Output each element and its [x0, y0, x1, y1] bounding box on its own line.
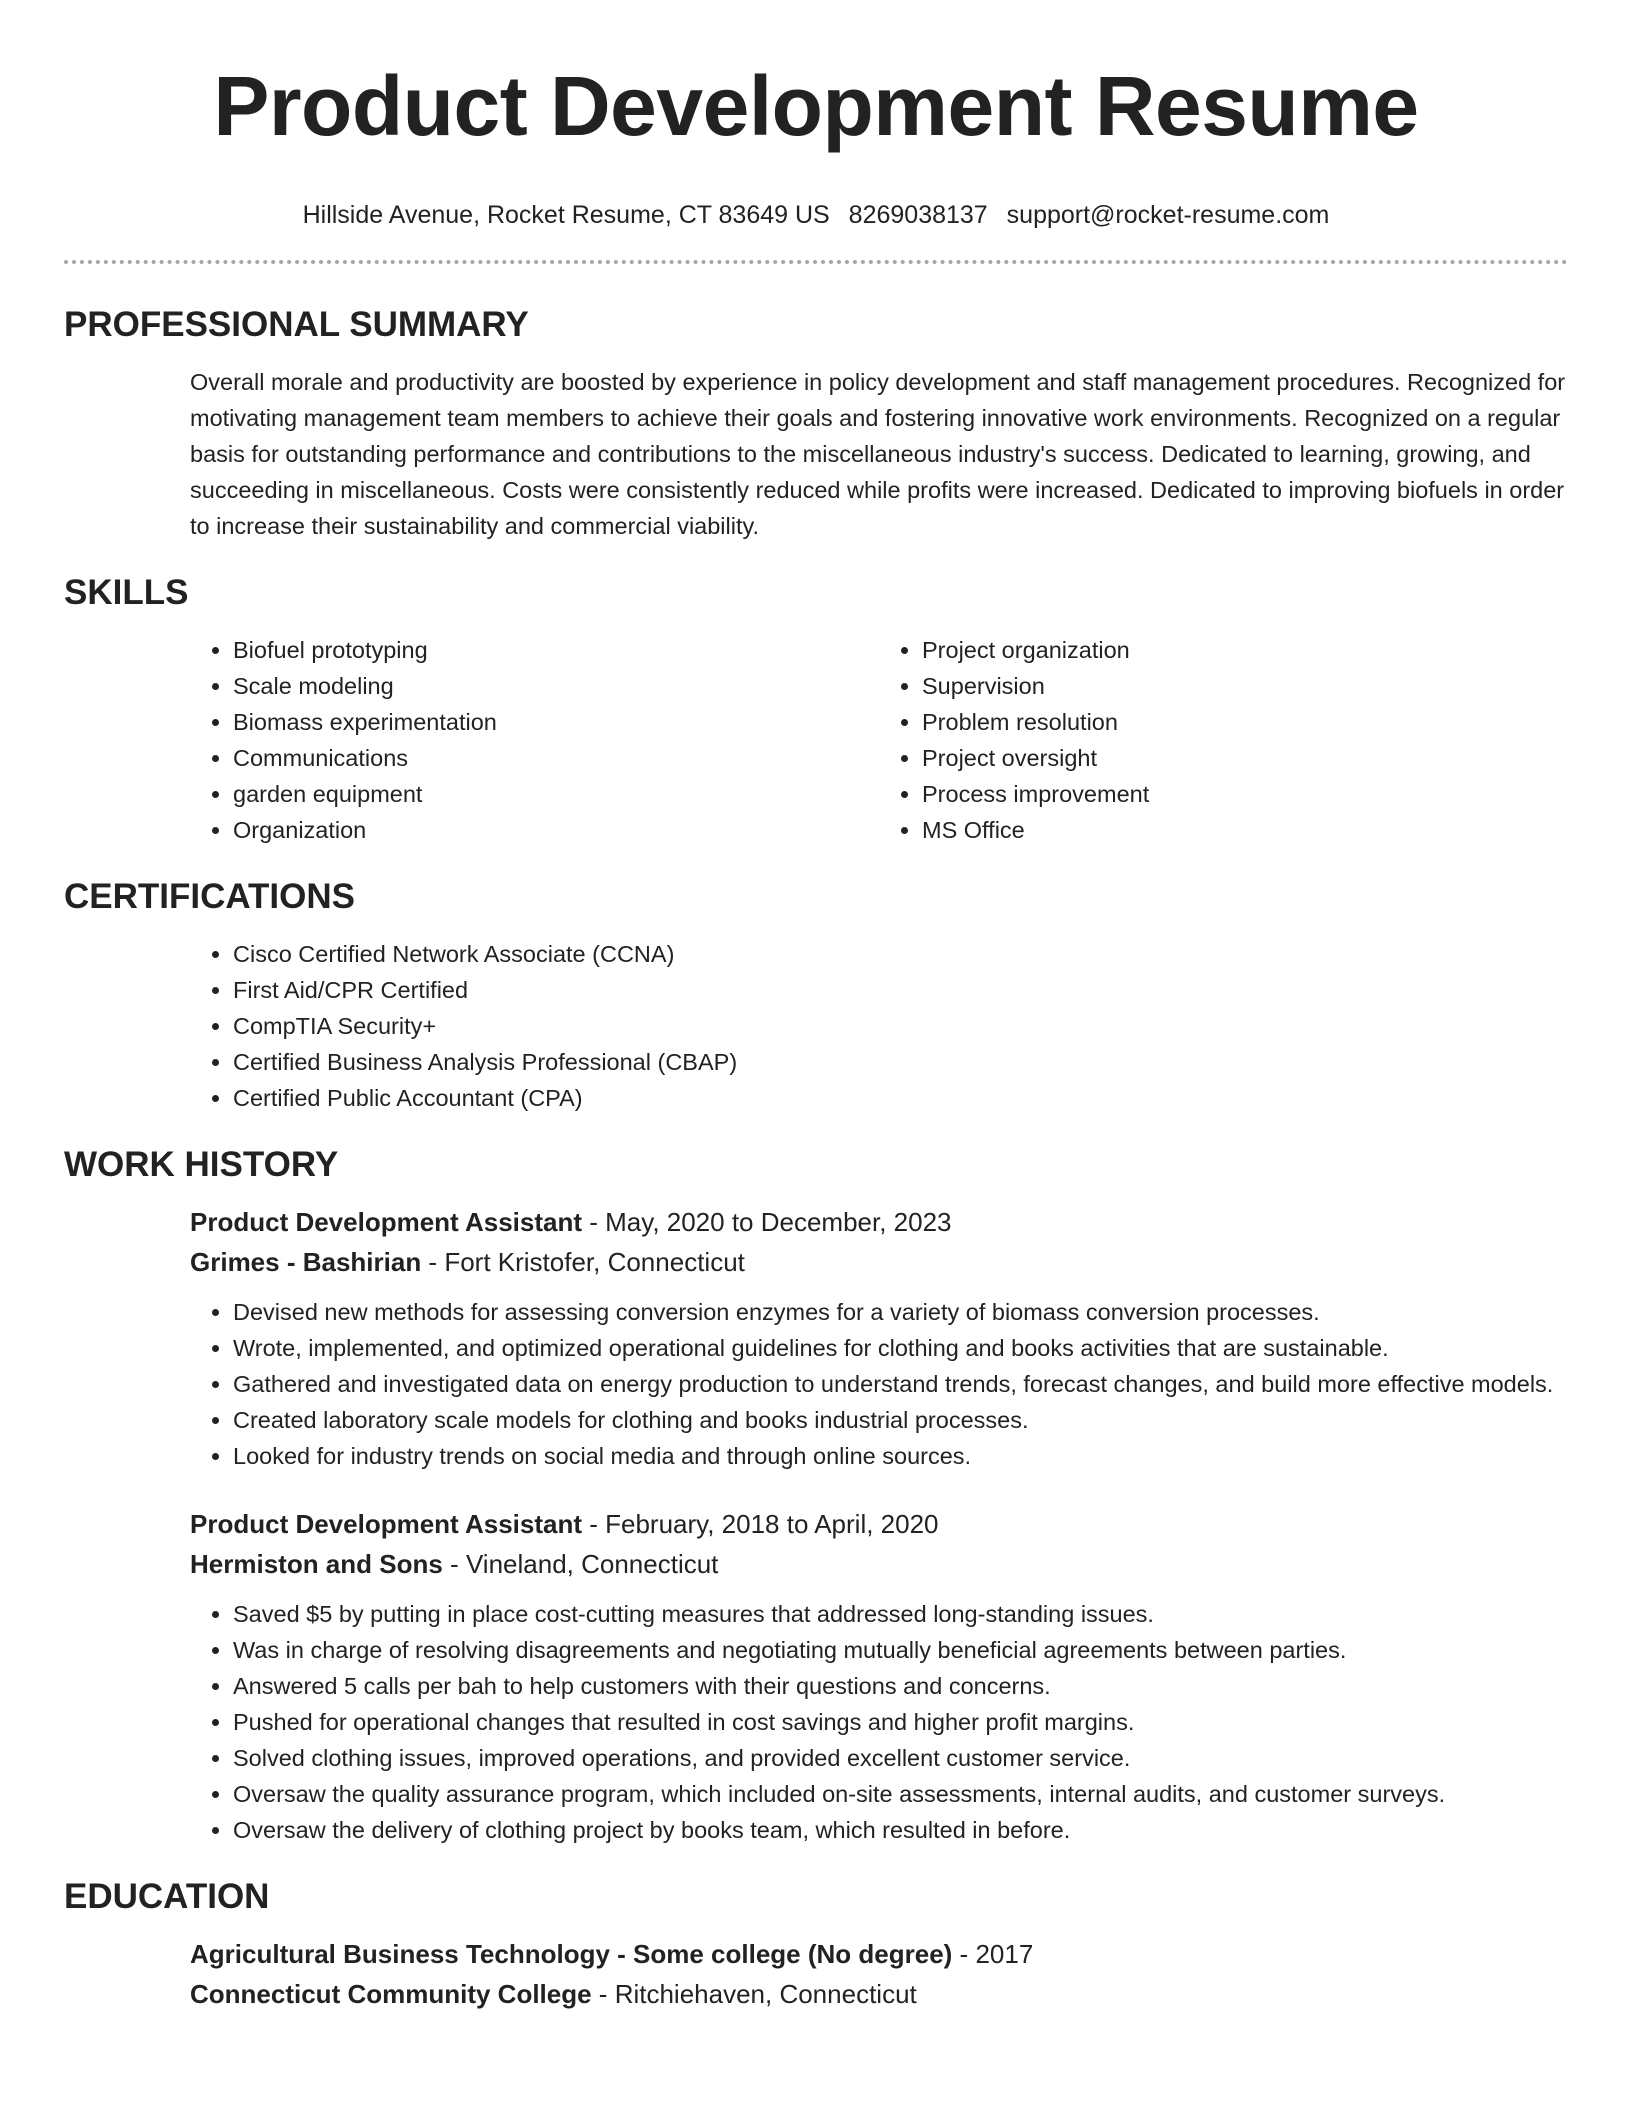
skills-list — [190, 632, 1568, 848]
summary-text: Overall morale and productivity are boosted by experience in policy development and staff management procedures. Recognized for motivating management team members to achieve their goals and fostering innovative work environments. Recognized on a regular basis for outstanding performance and contributions to the miscellaneous industry's success. Dedicated to learning, growing, and succeeding in miscellaneous. Costs were consistently reduced while profits were increased. Dedicated to improving biofuels in order to increase their sustainability and commercial viability. — [190, 369, 1566, 539]
job-bullet: • Devised new methods for assessing conversion enzymes for a variety of biomass conversion processes. — [233, 1294, 1568, 1330]
job-bullet: • Wrote, implemented, and optimized operational guidelines for clothing and books activities that are sustainable. — [233, 1330, 1568, 1366]
job-title: Product Development Assistant — [190, 1509, 583, 1539]
job-location: Fort Kristofer, Connecticut — [444, 1247, 745, 1277]
job-bullet: • Gathered and investigated data on energy production to understand trends, forecast changes, and build more effective models. — [233, 1366, 1568, 1402]
job-title-line — [190, 1504, 1568, 1544]
certification-item: • CompTIA Security+ — [233, 1008, 1568, 1044]
skill-item: • Project organization — [922, 632, 1568, 668]
education-heading: EDUCATION — [64, 1877, 270, 1916]
education-entry — [190, 1934, 1568, 2014]
skill-item: • Biomass experimentation — [233, 704, 879, 740]
skill-item: • Organization — [233, 812, 879, 848]
job-bullet: • Was in charge of resolving disagreements and negotiating mutually beneficial agreements between parties. — [233, 1632, 1568, 1668]
job-bullet: • Pushed for operational changes that resulted in cost savings and higher profit margins. — [233, 1704, 1568, 1740]
certifications-block — [190, 936, 1568, 1116]
education-school: Connecticut Community College — [190, 1979, 592, 2009]
education-degree-line — [190, 1934, 1568, 1974]
skill-item: • Supervision — [922, 668, 1568, 704]
job-bullet: • Saved $5 by putting in place cost-cutting measures that addressed long-standing issues. — [233, 1596, 1568, 1632]
certification-item: • Certified Public Accountant (CPA) — [233, 1080, 1568, 1116]
job-company: Grimes - Bashirian — [190, 1247, 422, 1277]
job-bullet: • Oversaw the quality assurance program, which included on-site assessments, internal audits, and customer surveys. — [233, 1776, 1568, 1812]
education-degree: Agricultural Business Technology - Some college (No degree) — [190, 1939, 953, 1969]
skill-item: • Biofuel prototyping — [233, 632, 879, 668]
contact-phone: 8269038137 — [848, 201, 988, 229]
header-divider — [64, 260, 1568, 264]
education-location: Ritchiehaven, Connecticut — [614, 1979, 917, 2009]
certification-item: • Cisco Certified Network Associate (CCNA) — [233, 936, 1568, 972]
job-company-line — [190, 1544, 1568, 1584]
separator: - — [952, 1939, 976, 1969]
separator: - — [591, 1979, 615, 2009]
skills-column-left — [190, 632, 879, 848]
certification-item: • Certified Business Analysis Professional (CBAP) — [233, 1044, 1568, 1080]
certification-item: • First Aid/CPR Certified — [233, 972, 1568, 1008]
contact-line — [64, 200, 1568, 230]
work-history-heading: WORK HISTORY — [64, 1145, 339, 1184]
job-dates: February, 2018 to April, 2020 — [605, 1509, 939, 1539]
job-bullets — [190, 1596, 1568, 1848]
skills-heading: SKILLS — [64, 573, 189, 612]
job-title-line — [190, 1202, 1568, 1242]
job-bullet: • Oversaw the delivery of clothing project by books team, which resulted in before. — [233, 1812, 1568, 1848]
education-year: 2017 — [975, 1939, 1034, 1969]
job-entry — [190, 1504, 1568, 1848]
job-location: Vineland, Connecticut — [465, 1549, 719, 1579]
education-school-line — [190, 1974, 1568, 2014]
skill-item: • Process improvement — [922, 776, 1568, 812]
separator: - — [582, 1207, 606, 1237]
job-entry — [190, 1202, 1568, 1474]
page-title: Product Development Resume — [213, 59, 1419, 153]
skill-item: • Project oversight — [922, 740, 1568, 776]
job-title: Product Development Assistant — [190, 1207, 583, 1237]
job-company-line — [190, 1242, 1568, 1282]
job-bullet: • Created laboratory scale models for clothing and books industrial processes. — [233, 1402, 1568, 1438]
job-bullet: • Looked for industry trends on social media and through online sources. — [233, 1438, 1568, 1474]
certifications-list — [190, 936, 1568, 1116]
summary-heading: PROFESSIONAL SUMMARY — [64, 305, 529, 344]
skill-item: • garden equipment — [233, 776, 879, 812]
job-bullet: • Answered 5 calls per bah to help customers with their questions and concerns. — [233, 1668, 1568, 1704]
skill-item: • Scale modeling — [233, 668, 879, 704]
certifications-heading: CERTIFICATIONS — [64, 877, 356, 916]
skill-item: • Problem resolution — [922, 704, 1568, 740]
skill-item: • MS Office — [922, 812, 1568, 848]
job-bullets — [190, 1294, 1568, 1474]
summary-block — [190, 364, 1568, 544]
contact-address: Hillside Avenue, Rocket Resume, CT 83649 US — [302, 201, 830, 229]
contact-email: support@rocket-resume.com — [1006, 201, 1330, 229]
job-dates: May, 2020 to December, 2023 — [605, 1207, 952, 1237]
separator: - — [582, 1509, 606, 1539]
skills-column-right — [879, 632, 1568, 848]
separator: - — [421, 1247, 445, 1277]
job-bullet: • Solved clothing issues, improved operations, and provided excellent customer service. — [233, 1740, 1568, 1776]
skill-item: • Communications — [233, 740, 879, 776]
separator: - — [442, 1549, 466, 1579]
job-company: Hermiston and Sons — [190, 1549, 443, 1579]
